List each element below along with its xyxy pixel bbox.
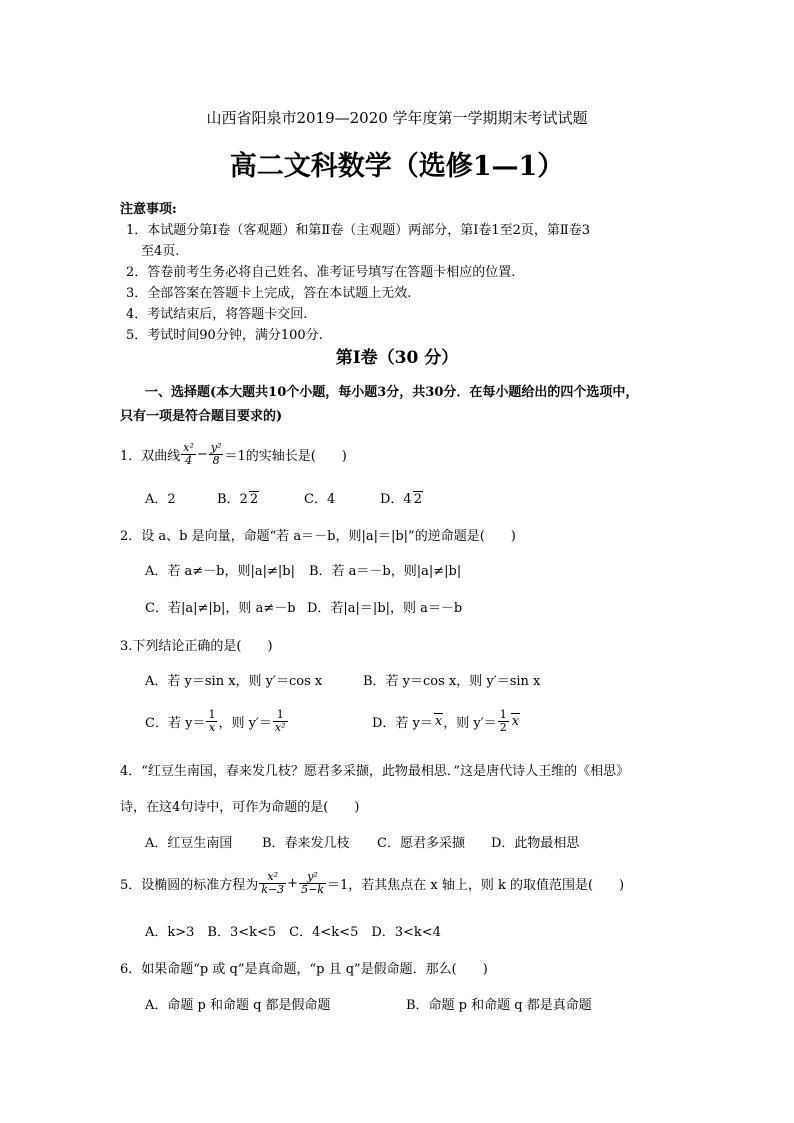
notice-item-2: 2．答卷前考生务必将自己姓名、准考证号填写在答题卡相应的位置.	[126, 265, 516, 280]
fraction: $\frac{\text{y²}}{8}$	[210, 440, 222, 467]
q1-option-d: D．4 2	[380, 492, 422, 507]
fraction: $\frac{\text{x²}}{k-3}$	[261, 869, 285, 896]
fraction: $\frac{\text{x²}}{4}$	[183, 440, 194, 467]
q3-option-b: B．若 y＝cos x，则 y′＝sin x	[363, 674, 541, 689]
exam-subtitle: 山西省阳泉市2019—2020 学年度第一学期期末考试试题	[206, 109, 588, 127]
q6-option-a: A．命题 p 和命题 q 都是假命题	[145, 998, 331, 1013]
notice-item-5: 5．考试时间90分钟，满分100分.	[126, 328, 323, 343]
q3-option-c: C．若 y＝ $\frac{1}{x}$ ，则 y′＝ $\frac{1}{\text{x²}}$	[145, 707, 286, 734]
q4-option-c: C．愿君多采撷	[377, 836, 465, 851]
q2-option-b: B．若 a＝－b，则|a|≠|b|	[309, 564, 462, 579]
q2-option-a: A．若 a≠－b，则|a|≠|b|	[145, 564, 295, 579]
q1-option-c: C．4	[304, 492, 336, 507]
q1-option-a: A．2	[145, 492, 176, 507]
fraction: $\frac{1}{x}$	[208, 707, 216, 734]
q4-option-a: A．红豆生南国	[145, 836, 233, 851]
question-1-stem: 1．双曲线 $\frac{\text{x²}}{4}$ − $\frac{\text{y²}}{8}$ ＝1的实轴长是( )	[120, 440, 347, 467]
sqrt-symbol: 2	[413, 492, 422, 507]
q6-option-b: B．命题 p 和命题 q 都是真命题	[406, 998, 592, 1013]
question-4-stem-line-2: 诗，在这4句诗中，可作为命题的是( )	[120, 800, 360, 815]
fraction: $\frac{\text{y²}}{5-k}$	[301, 869, 324, 896]
section-title: 第Ⅰ卷（30 分）	[335, 348, 459, 368]
notice-heading: 注意事项:	[120, 202, 177, 217]
q2-option-d: D．若|a|＝|b|，则 a＝－b	[307, 601, 463, 616]
sqrt-symbol: x	[434, 714, 443, 729]
sqrt-symbol: x	[511, 714, 520, 729]
q2-option-c: C．若|a|≠|b|，则 a≠－b	[145, 601, 296, 616]
notice-item-3: 3．全部答案在答题卡上完成，答在本试题上无效.	[126, 286, 412, 301]
question-5-stem: 5．设椭圆的标准方程为 $\frac{\text{x²}}{k-3}$ + $\frac{\text{y²}}{5-k}$ ＝1，若其焦点在 x 轴上，则 k 的取值范围是( )	[120, 869, 625, 896]
exam-title: 高二文科数学（选修1—1）	[229, 151, 565, 182]
notice-item-1: 1．本试题分第Ⅰ卷（客观题）和第Ⅱ卷（主观题）两部分，第Ⅰ卷1至2页，第Ⅱ卷3	[126, 223, 591, 238]
notice-item-4: 4．考试结束后，将答题卡交回.	[126, 307, 308, 322]
notice-item-1-cont: 至4页.	[141, 244, 180, 259]
q3-option-a: A．若 y＝sin x，则 y′＝cos x	[145, 674, 323, 689]
question-3-stem: 3.下列结论正确的是( )	[120, 639, 273, 654]
question-6-stem: 6．如果命题“p 或 q”是真命题，“p 且 q”是假命题．那么( )	[120, 962, 488, 977]
fraction: $\frac{1}{2}$	[499, 707, 507, 734]
q3-option-d: D．若 y＝ x ，则 y′＝ $\frac{1}{2}$ x	[372, 707, 520, 734]
q4-option-b: B．春来发几枝	[262, 836, 350, 851]
q5-options: A．k>3 B．3<k<5 C．4<k<5 D．3<k<4	[145, 925, 441, 940]
fraction: $\frac{1}{\text{x²}}$	[274, 707, 286, 734]
question-4-stem-line-1: 4．“红豆生南国，春来发几枝？愿君多采撷，此物最相思．”这是唐代诗人王维的《相思》	[120, 764, 630, 779]
section-instruction-2: 只有一项是符合题目要求的)	[120, 409, 283, 424]
section-instruction-1: 一、选择题(本大题共10个小题，每小题3分，共30分．在每小题给出的四个选项中，	[145, 385, 639, 400]
q4-option-d: D．此物最相思	[491, 836, 580, 851]
q1-option-b: B．2 2	[217, 492, 259, 507]
sqrt-symbol: 2	[249, 492, 259, 507]
question-2-stem: 2．设 a、b 是向量，命题“若 a＝－b，则|a|＝|b|”的逆命题是( )	[120, 529, 516, 544]
